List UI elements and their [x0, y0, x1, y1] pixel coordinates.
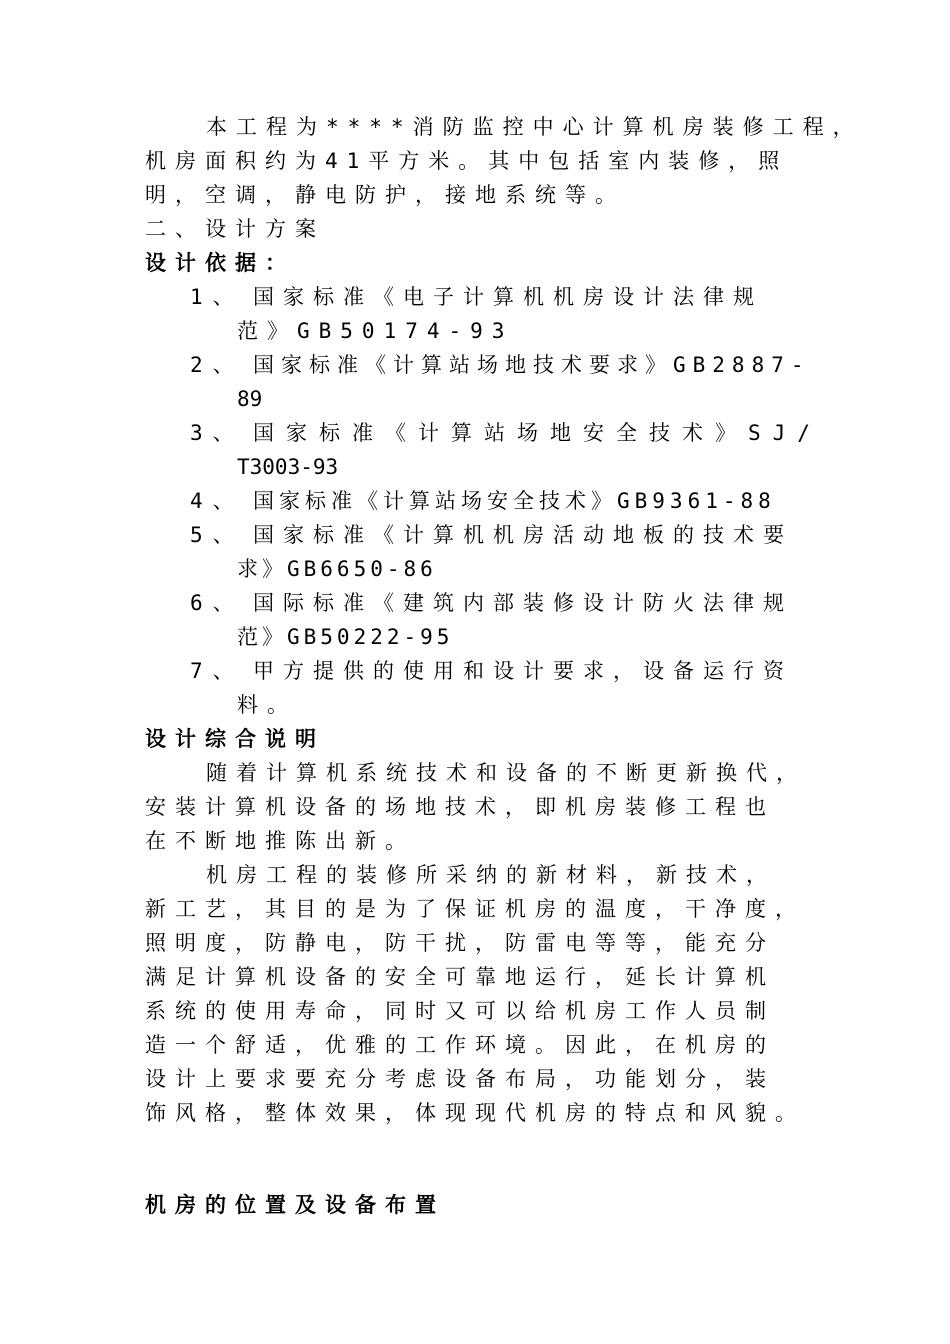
intro-line-1: 本工程为****消防监控中心计算机房装修工程， [206, 115, 863, 139]
basis-item-5-line-1: 国家标准《计算机机房活动地板的技术要 [253, 523, 793, 547]
basis-item-2-line-2: 89 [237, 387, 263, 411]
basis-item-6-number: 6、 [190, 591, 244, 615]
summary-para1-line-1: 随着计算机系统技术和设备的不断更新换代， [206, 761, 806, 785]
basis-item-3-line-1: 国家标准《计算站场地安全技术》SJ/ [253, 421, 822, 445]
basis-item-4-number: 4、 [190, 489, 244, 513]
summary-para2-line-4: 满足计算机设备的安全可靠地运行，延长计算机 [145, 965, 775, 989]
basis-item-6-line-1: 国际标准《建筑内部装修设计防火法律规 [253, 591, 793, 615]
basis-item-6-line-2: 范》GB50222-95 [237, 625, 454, 649]
basis-item-1-number: 1、 [190, 285, 244, 309]
intro-line-2: 机房面积约为41平方米。其中包括室内装修，照 [145, 149, 789, 173]
next-section-heading: 机房的位置及设备布置 [145, 1193, 445, 1217]
basis-item-3-line-2: T3003-93 [237, 455, 339, 479]
basis-item-3-number: 3、 [190, 421, 244, 445]
summary-para2-line-7: 设计上要求要充分考虑设备布局，功能划分，装 [145, 1067, 775, 1091]
summary-para2-line-5: 系统的使用寿命，同时又可以给机房工作人员制 [145, 999, 775, 1023]
basis-item-4-line-1: 国家标准《计算站场安全技术》GB9361-88 [253, 489, 776, 513]
basis-item-7-line-1: 甲方提供的使用和设计要求，设备运行资 [253, 659, 793, 683]
basis-title: 设计依据： [145, 251, 295, 275]
basis-item-1-line-1: 国家标准《电子计算机机房设计法律规 [253, 285, 763, 309]
summary-title: 设计综合说明 [145, 727, 325, 751]
basis-item-5-line-2: 求》GB6650-86 [237, 557, 437, 581]
summary-para1-line-3: 在不断地推陈出新。 [145, 829, 415, 853]
summary-para2-line-2: 新工艺，其目的是为了保证机房的温度，干净度， [145, 897, 805, 921]
summary-para2-line-8: 饰风格，整体效果，体现现代机房的特点和风貌。 [145, 1101, 805, 1125]
intro-line-3: 明，空调，静电防护，接地系统等。 [145, 183, 625, 207]
basis-item-1-line-2: 范》GB50174-93 [237, 319, 514, 343]
summary-para2-line-1: 机房工程的装修所采纳的新材料，新技术， [206, 863, 776, 887]
summary-para2-line-6: 造一个舒适，优雅的工作环境。因此，在机房的 [145, 1033, 775, 1057]
basis-item-2-line-1: 国家标准《计算站场地技术要求》GB2887- [253, 353, 811, 377]
summary-para1-line-2: 安装计算机设备的场地技术，即机房装修工程也 [145, 795, 775, 819]
basis-item-7-number: 7、 [190, 659, 244, 683]
section-heading: 二、设计方案 [145, 217, 325, 241]
basis-item-2-number: 2、 [190, 353, 244, 377]
summary-para2-line-3: 照明度，防静电，防干扰，防雷电等等，能充分 [145, 931, 775, 955]
basis-item-7-line-2: 料。 [237, 693, 297, 717]
basis-item-5-number: 5、 [190, 523, 244, 547]
